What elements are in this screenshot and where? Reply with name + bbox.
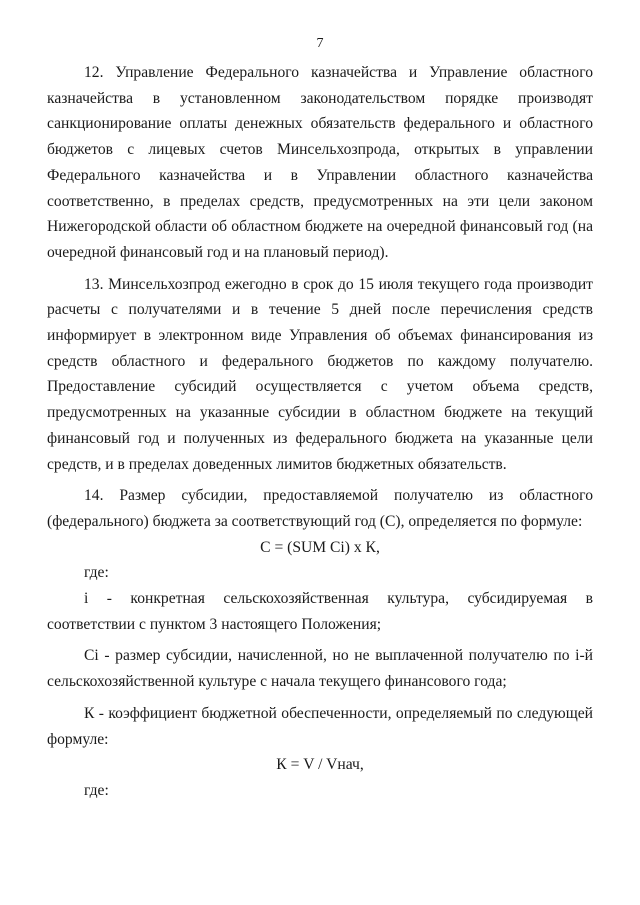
paragraph-14: 14. Размер субсидии, предоставляемой получателю из областного (федерального) бюджета за соответствующий год (С), определяется по формуле: <box>47 487 593 530</box>
where-label-2: где: <box>84 781 109 799</box>
formula-subsidy: С = (SUM Ci) х К, <box>260 538 380 556</box>
definition-k: К - коэффициент бюджетной обеспеченности, определяемый по следующей формуле: <box>47 704 593 748</box>
paragraph-12: 12. Управление Федерального казначейства и Управление областного казначейства в установленном законодательством порядке производят санкционирование оплаты денежных обязательств федерального и областного бюджетов с лицевых счетов Минсельхозпрода, открытых в управлении Федерального казначейства и в Управлении областного казначейства соответственно, в пределах средств, предусмотренных на эти цели законом Нижегородской области об областном бюджете на очередной финансовый год (на очередной финансовый год и на плановый период). <box>47 64 593 261</box>
paragraph-13: 13. Минсельхозпрод ежегодно в срок до 15 июля текущего года производит расчеты с получателями и в течение 5 дней после перечисления средств информирует в электронном виде Управления об объемах финансирования из средств областного и федерального бюджетов по каждому получателю. Предоставление субсидий осуществляется с учетом объема средств, предусмотренных на указанные субсидии в областном бюджете на текущий финансовый год и полученных из федерального бюджета на указанные цели средств, и в пределах доведенных лимитов бюджетных обязательств. <box>47 275 593 473</box>
definition-i: i - конкретная сельскохозяйственная культура, субсидируемая в соответствии с пунктом 3 настоящего Положения; <box>47 590 593 633</box>
where-label: где: <box>84 564 109 582</box>
definition-ci: Ci - размер субсидии, начисленной, но не выплаченной получателю по i-й сельскохозяйственной культуре с начала текущего финансового года; <box>47 647 593 691</box>
document-body <box>47 60 593 804</box>
page-number: 7 <box>316 36 324 51</box>
formula-coefficient: К = V / Vнач, <box>276 756 364 774</box>
